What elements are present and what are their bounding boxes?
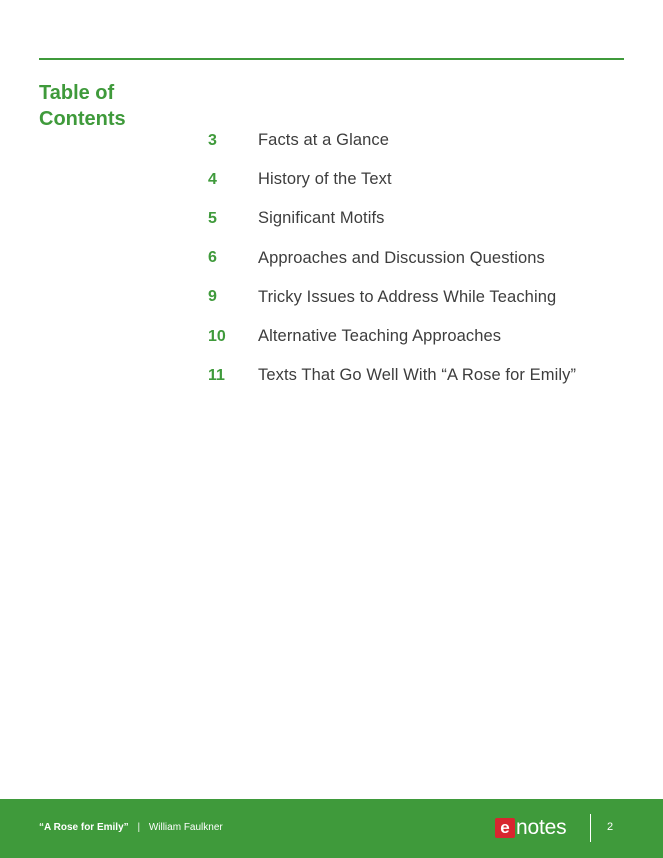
footer-separator: |	[137, 822, 141, 833]
table-of-contents	[200, 121, 630, 395]
toc-entry-tricky-issues[interactable]	[200, 278, 630, 317]
toc-page-number: 5	[208, 209, 217, 227]
toc-entry-title: Significant Motifs	[258, 209, 385, 228]
footer-work-title: “A Rose for Emily”	[39, 822, 129, 833]
toc-entry-title: Alternative Teaching Approaches	[258, 327, 502, 346]
toc-page-number: 9	[208, 288, 217, 306]
toc-entry-alternative[interactable]	[200, 317, 630, 356]
page-number: 2	[607, 821, 614, 833]
logo-wordmark: notes	[516, 816, 567, 839]
toc-page-number: 3	[208, 131, 217, 149]
toc-entry-motifs[interactable]	[200, 199, 630, 238]
top-divider	[39, 58, 624, 60]
logo-e-mark: e	[495, 818, 515, 838]
enotes-logo[interactable]	[495, 815, 566, 841]
footer-author: William Faulkner	[148, 822, 223, 833]
toc-entry-title: Texts That Go Well With “A Rose for Emily”	[258, 366, 577, 385]
toc-entry-title: Approaches and Discussion Questions	[258, 248, 545, 267]
footer-bar	[0, 799, 663, 858]
toc-page-number: 6	[208, 249, 217, 267]
toc-page-number: 11	[208, 366, 225, 384]
toc-page-number: 4	[208, 170, 217, 188]
page-title	[39, 80, 179, 132]
page-title-line-1: Table of	[39, 82, 115, 104]
toc-page-number: 10	[208, 327, 226, 345]
toc-entry-title: Facts at a Glance	[258, 131, 390, 150]
toc-entry-facts[interactable]	[200, 121, 630, 160]
toc-entry-title: Tricky Issues to Address While Teaching	[258, 287, 557, 306]
footer-citation	[39, 822, 223, 833]
toc-entry-history[interactable]	[200, 160, 630, 199]
toc-entry-title: History of the Text	[258, 170, 392, 189]
toc-entry-texts[interactable]	[200, 356, 630, 395]
page-title-line-2: Contents	[39, 108, 126, 130]
footer-divider	[590, 814, 591, 842]
toc-entry-approaches[interactable]	[200, 239, 630, 278]
